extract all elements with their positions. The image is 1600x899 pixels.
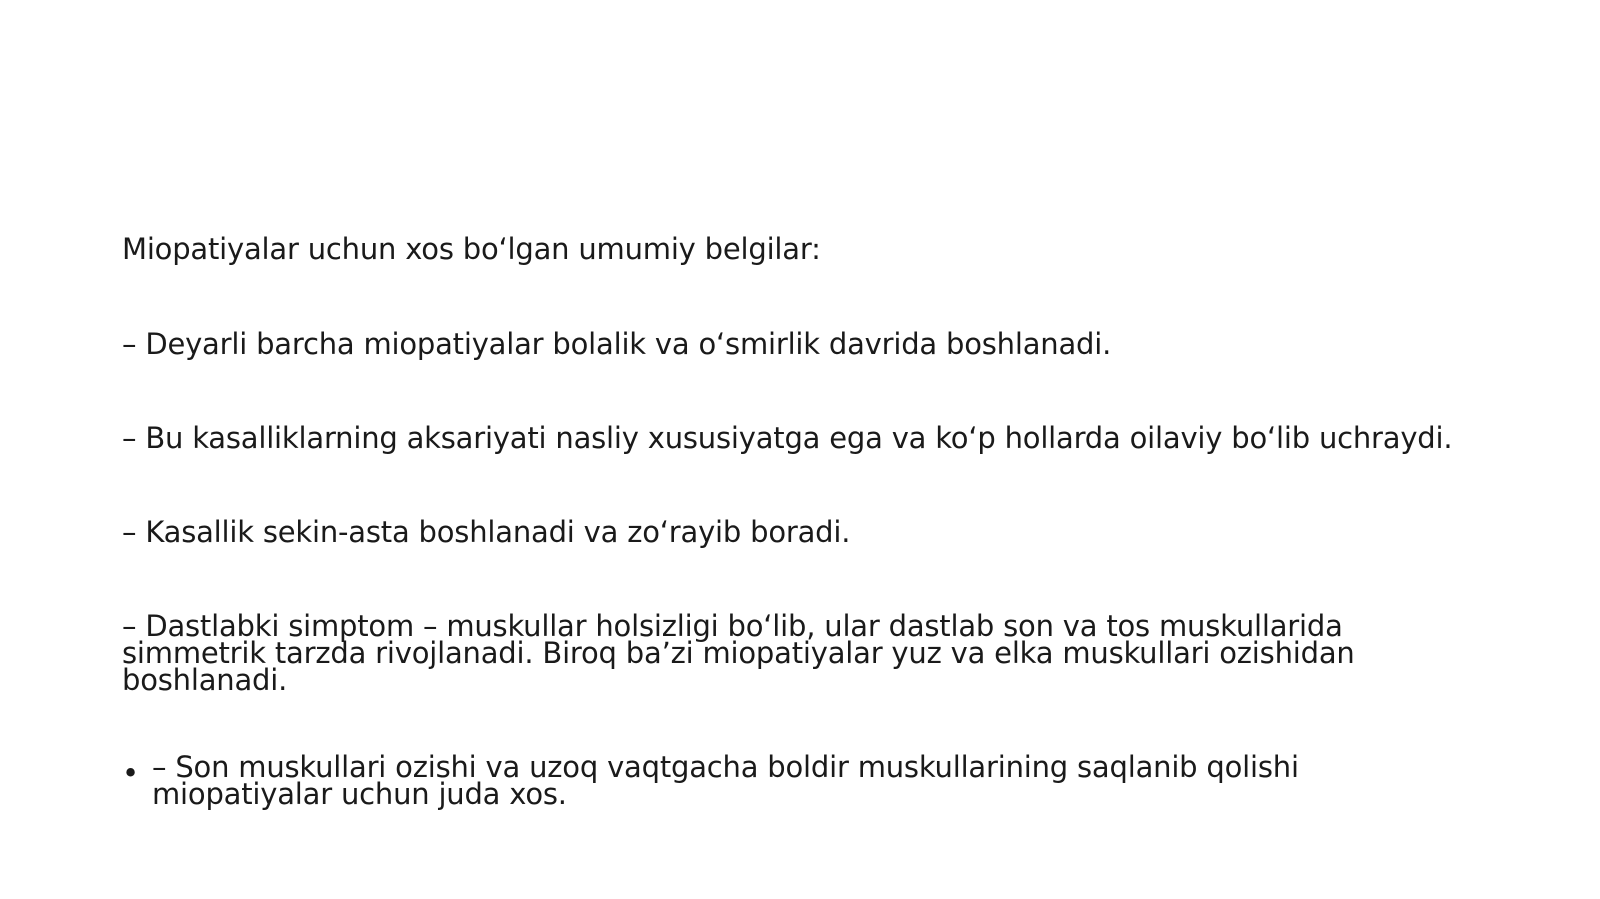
paragraph-hereditary: – Bu kasalliklarning aksariyati nasliy xususiyatga ega va koʻp hollarda oilaviy boʻlib uchraydi. [122, 421, 1453, 455]
slide-content [122, 232, 1482, 811]
bullet-text: – Son muskullari ozishi va uzoq vaqtgacha boldir muskullarining saqlanib qolishi miopatiyalar uchun juda xos. [152, 750, 1299, 811]
paragraph-onset-age: – Deyarli barcha miopatiyalar bolalik va oʻsmirlik davrida boshlanadi. [122, 327, 1112, 361]
paragraph-first-symptom: – Dastlabki simptom – muskullar holsizligi boʻlib, ular dastlab son va tos muskullarida simmetrik tarzda rivojlanadi. Biroq baʼzi miopatiyalar yuz va elka muskullari ozishidan boshlanadi. [122, 609, 1355, 697]
bullet-list-item [122, 750, 1482, 811]
bullet-marker: • [122, 756, 140, 790]
intro-heading: Miopatiyalar uchun xos boʻlgan umumiy belgilar: [122, 232, 821, 266]
paragraph-progression: – Kasallik sekin-asta boshlanadi va zoʻrayib boradi. [122, 515, 851, 549]
